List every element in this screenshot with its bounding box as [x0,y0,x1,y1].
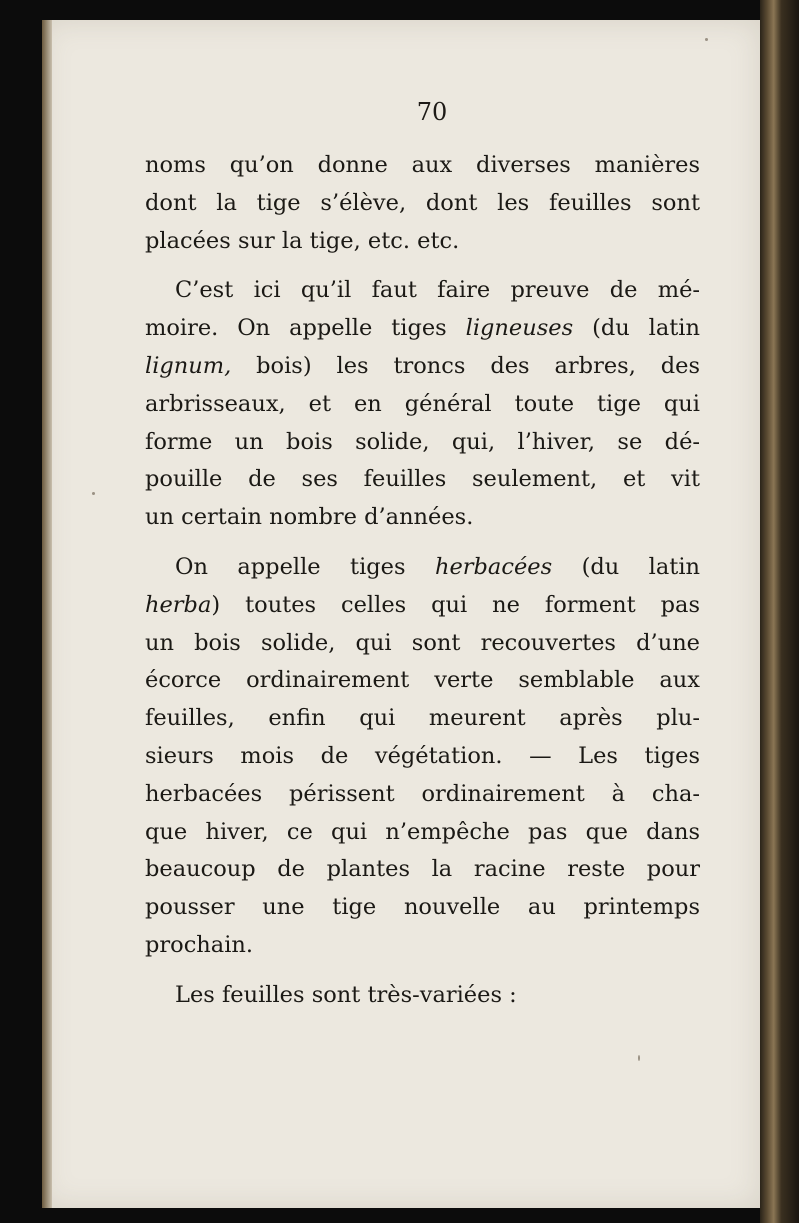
text-line [145,185,700,223]
text-segment: herbacées périssent ordinairement à cha- [145,780,700,807]
text-line [145,461,700,499]
text-segment: un bois solide, qui sont recouvertes d’une [145,629,700,656]
text-line [145,700,700,738]
paragraph-gap [145,537,700,549]
text-line [145,814,700,852]
text-line [145,549,700,587]
book-page-edge [760,0,799,1223]
text-segment: pousser une tige nouvelle au printemps [145,894,700,921]
paragraph [145,549,700,965]
book-binding-shadow [42,20,52,1208]
text-segment: que hiver, ce qui n’empêche pas que dans [145,818,700,845]
paragraph [145,977,700,1015]
text-segment: (du latin [552,553,700,580]
text-line [145,424,700,462]
paragraph [145,272,700,537]
text-segment: moire. On appelle tiges [145,315,466,342]
text-line [145,272,700,310]
text-line [145,662,700,700]
italic-term: herbacées [434,553,553,580]
text-line [145,738,700,776]
text-segment: arbrisseaux, et en général toute tige qui [145,390,700,417]
text-segment: Les feuilles sont très-variées : [175,981,517,1008]
paper-speck [92,492,95,495]
text-segment: forme un bois solide, qui, l’hiver, se dé- [145,428,700,455]
paragraph [145,147,700,260]
text-segment: placées sur la tige, etc. etc. [145,227,460,254]
text-line [145,310,700,348]
paragraph-gap [145,260,700,272]
text-segment: pouille de ses feuilles seulement, et vit [145,466,700,493]
text-segment: (du latin [573,315,700,342]
text-line [145,147,700,185]
page-number: 70 [416,98,448,126]
text-line [145,587,700,625]
text-segment: beaucoup de plantes la racine reste pour [145,856,700,883]
text-line [145,977,700,1015]
paper-speck [705,38,708,41]
italic-term: herba [145,591,212,618]
paper-speck [638,1055,640,1061]
italic-term: lignum, [145,352,232,379]
text-line [145,776,700,814]
text-line [145,223,700,261]
text-segment: un certain nombre d’années. [145,504,474,531]
text-line [145,625,700,663]
text-segment: écorce ordinairement verte semblable aux [145,667,700,694]
text-line [145,889,700,927]
text-segment: ) toutes celles qui ne forment pas [211,591,700,618]
paragraph-gap [145,965,700,977]
text-line [145,499,700,537]
text-segment: feuilles, enfin qui meurent après plu- [145,705,700,732]
text-line [145,927,700,965]
text-line [145,851,700,889]
text-segment: sieurs mois de végétation. — Les tiges [145,742,700,769]
text-segment: prochain. [145,931,254,958]
text-line [145,386,700,424]
text-segment: On appelle tiges [175,553,435,580]
text-segment: noms qu’on donne aux diverses manières [145,152,700,178]
text-segment: C’est ici qu’il faut faire preuve de mé- [175,277,700,304]
page-body-text [145,147,700,1015]
text-segment: bois) les troncs des arbres, des [231,352,700,379]
italic-term: ligneuses [465,315,574,342]
text-line [145,348,700,386]
text-segment: dont la tige s’élève, dont les feuilles sont [145,189,700,216]
